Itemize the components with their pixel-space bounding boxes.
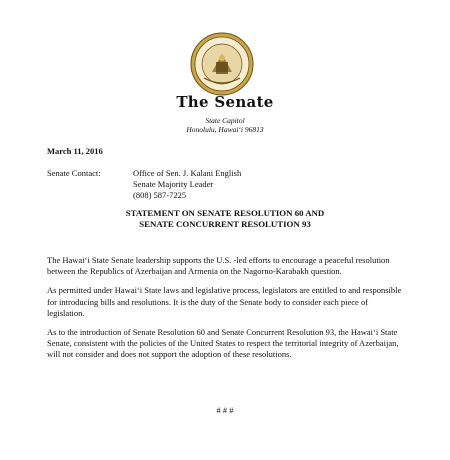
address-line-1: State Capitol: [205, 116, 245, 125]
contact-phone: (808) 587-7225: [133, 190, 187, 200]
contact-title: Senate Majority Leader: [133, 179, 214, 189]
end-mark: # # #: [216, 405, 234, 415]
paragraph: As permitted under Hawai‘i State laws and legislative process, legislators are entitled to and responsible for introducing bills and resolutions. It is the duty of the Senate body to consider each piece of legislation.: [47, 285, 402, 318]
state-seal-logo: [190, 32, 254, 96]
contact-label: Senate Contact:: [47, 168, 101, 178]
senate-title: The Senate: [176, 93, 274, 111]
contact-block: [47, 168, 241, 201]
address-line-2: Honolulu, Hawai‘i 96813: [186, 125, 264, 134]
heading-line-1: STATEMENT ON SENATE RESOLUTION 60 AND: [125, 208, 325, 218]
paragraph: As to the introduction of Senate Resolution 60 and Senate Concurrent Resolution 93, the Hawai‘i State Senate, consistent with the policies of the United States to respect the territorial integrity of Azerbaijan, will not consider and does not support the adoption of these resolutions.: [47, 327, 399, 360]
heading-line-2: SENATE CONCURRENT RESOLUTION 93: [139, 219, 311, 229]
paragraph: The Hawai‘i State Senate leadership supports the U.S. -led efforts to encourage a peaceful resolution between the Republics of Azerbaijan and Armenia on the Nagorno-Karabakh question.: [47, 255, 390, 277]
masthead: [0, 93, 450, 134]
contact-office: Office of Sen. J. Kalani English: [133, 168, 242, 178]
statement-body: [47, 255, 403, 369]
statement-heading: [0, 208, 450, 230]
release-date: March 11, 2016: [47, 146, 103, 156]
